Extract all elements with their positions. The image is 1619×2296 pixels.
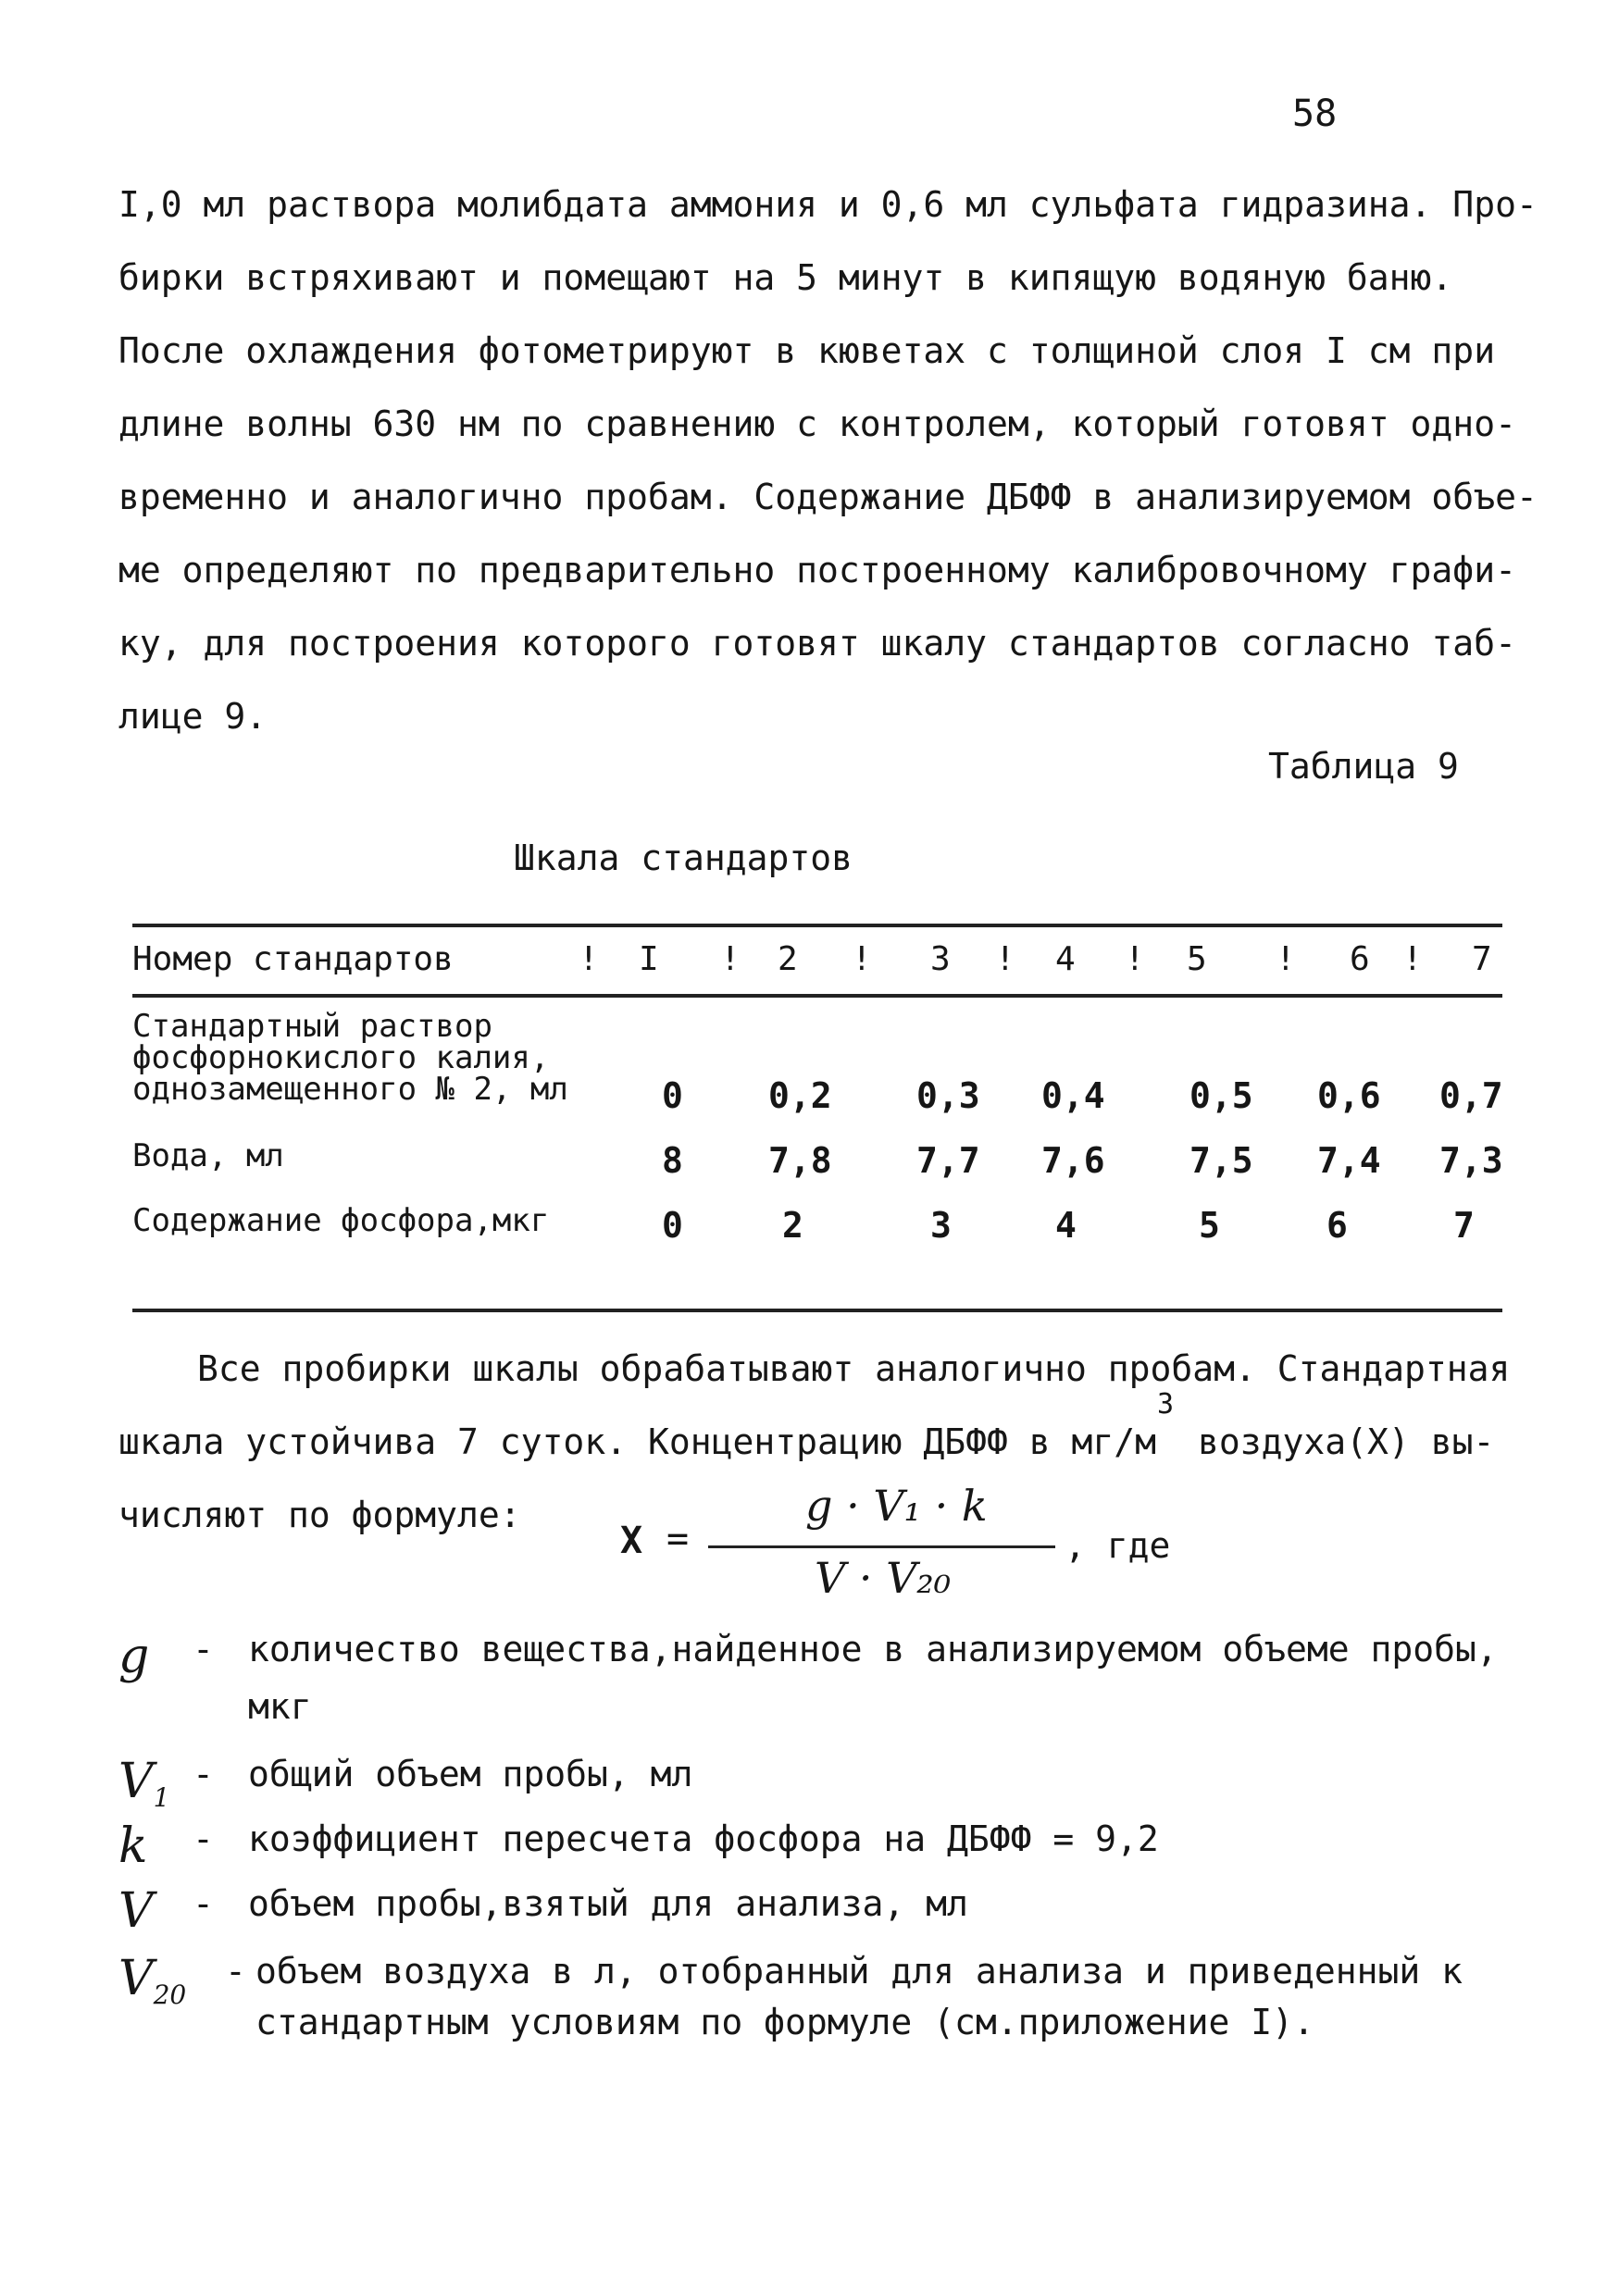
table-row-label [132,1137,284,1174]
table-header-col: 5 [1187,940,1207,978]
symbol-letter: g [118,1629,150,1684]
definition-symbol [118,1883,154,1939]
symbol-letter: k [118,1818,148,1874]
superscript-cubic: 3 [1157,1388,1175,1421]
table-cell: 7,3 [1439,1140,1503,1181]
table-header-rule [132,994,1502,998]
symbol-subscript: 1 [153,1782,170,1813]
definition-text: коэффициент пересчета фосфора на ДБФФ = 9,2 [248,1818,1159,1859]
column-separator: ! [852,940,872,978]
table-title: Шкала стандартов [514,838,853,878]
table-row-label [132,1008,568,1108]
table-header-col: 4 [1055,940,1076,978]
column-separator: ! [579,940,599,978]
table-header-col: 6 [1350,940,1370,978]
definition-symbol [118,1951,186,2010]
table-cell: 2 [782,1205,803,1246]
page-number: 58 [1292,93,1338,135]
formula-numerator: g · V₁ · k [805,1481,988,1531]
definition-text: количество вещества,найденное в анализируемом объеме пробы, [248,1629,1498,1669]
table-cell: 0,3 [916,1075,980,1116]
table-cell: 7,4 [1317,1140,1381,1181]
table-cell: 0 [662,1205,683,1246]
intro-paragraph [118,168,1538,753]
column-separator: ! [720,940,741,978]
table-header-label: Номер стандартов [132,940,454,978]
paragraph-line: I,0 мл раствора молибдата аммония и 0,6 мл сульфата гидразина. Про- [118,184,1538,225]
formula-lhs: X [620,1520,643,1562]
row-label-line: Вода, мл [132,1137,284,1174]
paragraph-fragment: шкала устойчива 7 суток. Концентрацию ДБФФ в мг/м [118,1421,1157,1462]
symbol-letter: V [118,1883,154,1939]
table-cell: 8 [662,1140,683,1181]
formula-denominator: V · V₂₀ [815,1553,952,1603]
table-cell: 7,6 [1041,1140,1105,1181]
table-top-rule [132,924,1502,927]
paragraph-line: ме определяют по предварительно построенному калибровочному графи- [118,550,1516,590]
definition-dash: - [193,1629,214,1669]
table-caption: Таблица 9 [1268,746,1459,787]
paragraph-line: временно и аналогично пробам. Содержание ДБФФ в анализируемом объе- [118,477,1538,517]
formula-equals: = [666,1518,690,1560]
definition-dash: - [193,1818,214,1859]
definition-text: мкг [248,1686,312,1727]
table-header-col: 7 [1472,940,1492,978]
column-separator: ! [1276,940,1296,978]
table-header-col: 3 [930,940,951,978]
table-cell: 0,2 [768,1075,832,1116]
table-cell: 0,6 [1317,1075,1381,1116]
row-label-line: однозамещенного № 2, мл [132,1071,568,1108]
row-label-line: Содержание фосфора,мкг [132,1202,550,1239]
table-cell: 7,8 [768,1140,832,1181]
table-cell: 7,5 [1189,1140,1253,1181]
definition-text: объем пробы,взятый для анализа, мл [248,1883,968,1924]
paragraph-line: Все пробирки шкалы обрабатывают аналогично пробам. Стандартная [197,1348,1511,1389]
paragraph-line: После охлаждения фотометрируют в кюветах с толщиной слоя I см при [118,330,1496,371]
formula [620,1481,1194,1601]
table-cell: 0,5 [1189,1075,1253,1116]
table-cell: 0,7 [1439,1075,1503,1116]
definition-dash: - [193,1754,214,1794]
definition-symbol [118,1754,169,1813]
table-cell: 4 [1055,1205,1077,1246]
row-label-line: Стандартный раствор [132,1008,492,1045]
definition-text: стандартным условиям по формуле (см.приложение I). [255,2002,1314,2042]
paragraph-line: бирки встряхивают и помещают на 5 минут в кипящую водяную баню. [118,257,1453,298]
definition-text: общий объем пробы, мл [248,1754,693,1794]
symbol-letter: V [118,1754,154,1809]
definition-symbol [118,1818,148,1874]
table-cell: 6 [1326,1205,1348,1246]
definition-symbol [118,1629,149,1684]
row-label-line: фосфорнокислого калия, [132,1039,550,1076]
column-separator: ! [995,940,1015,978]
table-header-col: 2 [778,940,798,978]
table-cell: 0,4 [1041,1075,1105,1116]
paragraph-line: длине волны 630 нм по сравнению с контролем, который готовят одно- [118,403,1516,444]
table-bottom-rule [132,1309,1502,1312]
column-separator: ! [1125,940,1145,978]
definition-text: объем воздуха в л, отобранный для анализа и приведенный к [255,1951,1463,1992]
table-cell: 7,7 [916,1140,980,1181]
table-cell: 5 [1199,1205,1220,1246]
symbol-letter: V [118,1951,154,2006]
table-cell: 3 [930,1205,952,1246]
paragraph-line [118,1406,1498,1479]
paragraph-fragment: воздуха(X) вы- [1198,1421,1495,1462]
table-cell: 0 [662,1075,683,1116]
definition-dash: - [193,1883,214,1924]
table-row-label [132,1202,550,1239]
paragraph-line: лице 9. [118,696,268,737]
formula-trailer: , где [1065,1525,1171,1566]
table-header-col: I [639,940,659,978]
symbol-subscript: 20 [153,1980,187,2010]
paragraph-line: ку, для построения которого готовят шкалу стандартов согласно таб- [118,623,1516,664]
column-separator: ! [1402,940,1423,978]
definition-dash: - [225,1951,246,1992]
paragraph-line: числяют по формуле: [118,1495,521,1535]
fraction-bar [708,1545,1055,1548]
table-cell: 7 [1453,1205,1475,1246]
